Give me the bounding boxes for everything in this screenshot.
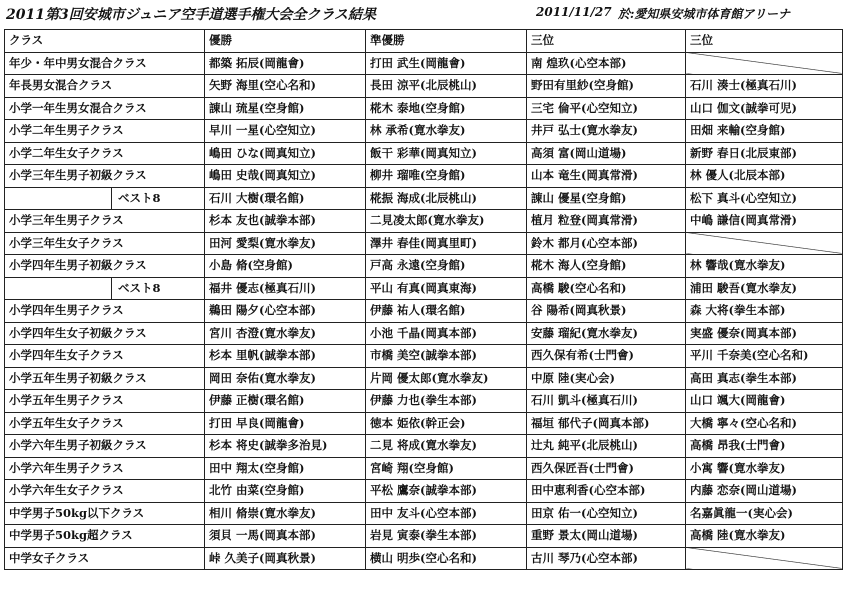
winner-cell: 都築 拓辰(岡龍會) [205, 52, 366, 75]
table-row [5, 480, 843, 503]
table-row [5, 97, 843, 120]
table-header-row [5, 30, 843, 53]
third-place-cell-b: 小寓 響(寛水拳友) [686, 457, 843, 480]
winner-cell: 北竹 由菜(空身館) [205, 480, 366, 503]
event-venue: 於:愛知県安城市体育館アリーナ [618, 7, 790, 21]
third-place-cell-a: 植月 粒登(岡真常滑) [527, 210, 686, 233]
third-place-cell-b: 新野 春日(北辰東部) [686, 142, 843, 165]
column-header-winner: 優勝 [205, 30, 366, 53]
third-place-cell-b: 田畑 来輸(空身館) [686, 120, 843, 143]
third-place-cell-b: 平川 千奈美(空心名和) [686, 345, 843, 368]
winner-cell: 石川 大樹(環名館) [205, 187, 366, 210]
class-name-cell: 小学三年生男子クラス [5, 210, 205, 233]
winner-cell: 岡田 奈佑(寛水拳友) [205, 367, 366, 390]
third-place-cell-a: 井戸 弘士(寛水拳友) [527, 120, 686, 143]
table-row [5, 367, 843, 390]
runner-up-cell: 片岡 優太郎(寛水拳友) [366, 367, 527, 390]
winner-cell: 嶋田 史哉(岡真知立) [205, 165, 366, 188]
sub-class-wrapper [5, 278, 204, 299]
table-row [5, 345, 843, 368]
table-row [5, 390, 843, 413]
third-place-cell-b: 実盛 優奈(岡真本部) [686, 322, 843, 345]
column-header-third-a: 三位 [527, 30, 686, 53]
winner-cell: 嶋田 ひな(岡真知立) [205, 142, 366, 165]
table-row [5, 187, 843, 210]
table-row [5, 525, 843, 548]
winner-cell: 矢野 海里(空心名和) [205, 75, 366, 98]
class-name-cell: 小学四年生女子クラス [5, 345, 205, 368]
class-name-cell: 小学三年生女子クラス [5, 232, 205, 255]
runner-up-cell: 飯干 彩華(岡真知立) [366, 142, 527, 165]
runner-up-cell: 伊藤 祐人(環名館) [366, 300, 527, 323]
runner-up-cell: 林 承希(寛水拳友) [366, 120, 527, 143]
class-name-cell: 中学男子50kg超クラス [5, 525, 205, 548]
table-row [5, 52, 843, 75]
class-name-cell: 小学二年生女子クラス [5, 142, 205, 165]
table-row [5, 142, 843, 165]
class-name-cell: 小学六年生男子クラス [5, 457, 205, 480]
class-name-cell: 小学五年生男子初級クラス [5, 367, 205, 390]
event-date: 2011/11/27 [536, 5, 612, 19]
runner-up-cell: 市橋 美空(誠拳本部) [366, 345, 527, 368]
third-place-cell-b: 石川 湊士(極真石川) [686, 75, 843, 98]
column-header-class: クラス [5, 30, 205, 53]
table-row [5, 165, 843, 188]
sub-class-wrapper [5, 188, 204, 209]
document-title: 2011第3回安城市ジュニア空手道選手権大会全クラス結果 [6, 7, 377, 23]
third-place-cell-a: 山本 竜生(岡真常滑) [527, 165, 686, 188]
third-place-cell-b: 高田 真志(拳生本部) [686, 367, 843, 390]
class-name-cell: 小学三年生男子初級クラス [5, 165, 205, 188]
class-name-cell: 小学四年生男子初級クラス [5, 255, 205, 278]
third-place-cell-a: 中原 陸(実心会) [527, 367, 686, 390]
runner-up-cell: 椛振 海成(北辰桃山) [366, 187, 527, 210]
third-place-cell-a: 椛木 海人(空身館) [527, 255, 686, 278]
third-place-cell-b: 浦田 駿吾(寛水拳友) [686, 277, 843, 300]
third-place-cell-a: 高橋 駿(空心名和) [527, 277, 686, 300]
class-name-cell: 小学六年生女子クラス [5, 480, 205, 503]
table-row [5, 210, 843, 233]
winner-cell: 小島 脩(空身館) [205, 255, 366, 278]
third-place-cell-a: 諌山 優星(空身館) [527, 187, 686, 210]
runner-up-cell: 徳本 姫依(幹正会) [366, 412, 527, 435]
winner-cell: 杉本 友也(誠拳本部) [205, 210, 366, 233]
winner-cell: 田中 翔太(空身館) [205, 457, 366, 480]
table-row [5, 457, 843, 480]
class-name-cell: 小学四年生女子初級クラス [5, 322, 205, 345]
third-place-cell-b: 名嘉眞龍一(実心会) [686, 502, 843, 525]
table-row [5, 255, 843, 278]
third-place-cell-a: 福垣 郁代子(岡真本部) [527, 412, 686, 435]
winner-cell: 福井 優志(極真石川) [205, 277, 366, 300]
third-place-cell-b: 中嶋 謙信(岡真常滑) [686, 210, 843, 233]
third-place-cell-b: 松下 真斗(心空知立) [686, 187, 843, 210]
class-name-cell: 中学女子クラス [5, 547, 205, 570]
third-place-cell-b: 山口 伽文(誠拳可児) [686, 97, 843, 120]
sub-class-label: ベスト8 [118, 190, 161, 205]
class-name-cell: 小学四年生男子クラス [5, 300, 205, 323]
third-place-cell-a: 西久保匠吾(士門會) [527, 457, 686, 480]
runner-up-cell: 田中 友斗(心空本部) [366, 502, 527, 525]
third-place-cell-b: 高橋 陸(寛水拳友) [686, 525, 843, 548]
sub-class-indent [5, 188, 112, 209]
runner-up-cell: 宮崎 翔(空身館) [366, 457, 527, 480]
winner-cell: 須貝 一馬(岡真本部) [205, 525, 366, 548]
runner-up-cell: 二見 将成(寛水拳友) [366, 435, 527, 458]
runner-up-cell: 椛木 泰地(空身館) [366, 97, 527, 120]
table-row [5, 300, 843, 323]
class-name-cell: 小学二年生男子クラス [5, 120, 205, 143]
document-header [6, 2, 842, 24]
class-name-cell [5, 187, 205, 210]
third-place-cell-a: 安藤 瑠紀(寛水拳友) [527, 322, 686, 345]
runner-up-cell: 長田 涼平(北辰桃山) [366, 75, 527, 98]
empty-cell [686, 232, 843, 255]
class-name-cell: 小学六年生男子初級クラス [5, 435, 205, 458]
third-place-cell-b: 森 大将(拳生本部) [686, 300, 843, 323]
winner-cell: 宮川 杏澄(寛水拳友) [205, 322, 366, 345]
third-place-cell-a: 重野 景太(岡山道場) [527, 525, 686, 548]
runner-up-cell: 岩見 寅泰(拳生本部) [366, 525, 527, 548]
table-body [5, 52, 843, 570]
table-row [5, 232, 843, 255]
class-name-cell: 小学五年生女子クラス [5, 412, 205, 435]
empty-cell [686, 52, 843, 75]
runner-up-cell: 戸高 永遠(空身館) [366, 255, 527, 278]
third-place-cell-a: 南 煌玖(心空本部) [527, 52, 686, 75]
class-name-cell [5, 277, 205, 300]
third-place-cell-a: 田中恵利香(心空本部) [527, 480, 686, 503]
third-place-cell-a: 田京 佑一(心空知立) [527, 502, 686, 525]
third-place-cell-b: 山口 颯大(岡龍會) [686, 390, 843, 413]
table-row [5, 435, 843, 458]
winner-cell: 打田 早良(岡龍會) [205, 412, 366, 435]
runner-up-cell: 横山 明歩(空心名和) [366, 547, 527, 570]
winner-cell: 杉本 里帆(誠拳本部) [205, 345, 366, 368]
third-place-cell-a: 谷 陽希(岡真秋景) [527, 300, 686, 323]
table-row [5, 547, 843, 570]
results-table [4, 29, 843, 570]
sub-class-indent [5, 278, 112, 299]
table-row [5, 412, 843, 435]
third-place-cell-a: 三宅 倫平(心空知立) [527, 97, 686, 120]
table-row [5, 502, 843, 525]
third-place-cell-b: 内藤 恋奈(岡山道場) [686, 480, 843, 503]
runner-up-cell: 伊藤 力也(拳生本部) [366, 390, 527, 413]
winner-cell: 杉本 将史(誠拳多治見) [205, 435, 366, 458]
empty-cell [686, 547, 843, 570]
class-name-cell: 年長男女混合クラス [5, 75, 205, 98]
runner-up-cell: 打田 武生(岡龍會) [366, 52, 527, 75]
table-row [5, 277, 843, 300]
third-place-cell-b: 高橋 昂我(士門會) [686, 435, 843, 458]
third-place-cell-b: 大橋 寧々(空心名和) [686, 412, 843, 435]
winner-cell: 諌山 琉星(空身館) [205, 97, 366, 120]
runner-up-cell: 澤井 春佳(岡真里町) [366, 232, 527, 255]
column-header-third-b: 三位 [686, 30, 843, 53]
runner-up-cell: 柳井 瑠唯(空身館) [366, 165, 527, 188]
column-header-runner-up: 準優勝 [366, 30, 527, 53]
runner-up-cell: 平山 有真(岡真東海) [366, 277, 527, 300]
third-place-cell-a: 辻丸 純平(北辰桃山) [527, 435, 686, 458]
third-place-cell-a: 高須 富(岡山道場) [527, 142, 686, 165]
third-place-cell-a: 西久保有希(士門會) [527, 345, 686, 368]
third-place-cell-b: 林 優人(北辰本部) [686, 165, 843, 188]
table-row [5, 322, 843, 345]
winner-cell: 鵜田 陽夕(心空本部) [205, 300, 366, 323]
runner-up-cell: 平松 鷹奈(誠拳本部) [366, 480, 527, 503]
runner-up-cell: 二見凌太郎(寛水拳友) [366, 210, 527, 233]
winner-cell: 相川 脩崇(寛水拳友) [205, 502, 366, 525]
third-place-cell-b: 林 響哉(寛水拳友) [686, 255, 843, 278]
winner-cell: 峠 久美子(岡真秋景) [205, 547, 366, 570]
class-name-cell: 年少・年中男女混合クラス [5, 52, 205, 75]
third-place-cell-a: 野田有里紗(空身館) [527, 75, 686, 98]
table-row [5, 120, 843, 143]
class-name-cell: 小学五年生男子クラス [5, 390, 205, 413]
winner-cell: 田河 愛梨(寛水拳友) [205, 232, 366, 255]
table-row [5, 75, 843, 98]
winner-cell: 早川 一星(心空知立) [205, 120, 366, 143]
class-name-cell: 中学男子50kg以下クラス [5, 502, 205, 525]
class-name-cell: 小学一年生男女混合クラス [5, 97, 205, 120]
third-place-cell-a: 石川 凱斗(極真石川) [527, 390, 686, 413]
sub-class-label: ベスト8 [118, 280, 161, 295]
winner-cell: 伊藤 正樹(環名館) [205, 390, 366, 413]
third-place-cell-a: 鈴木 都月(心空本部) [527, 232, 686, 255]
third-place-cell-a: 古川 琴乃(心空本部) [527, 547, 686, 570]
runner-up-cell: 小池 千晶(岡真本部) [366, 322, 527, 345]
